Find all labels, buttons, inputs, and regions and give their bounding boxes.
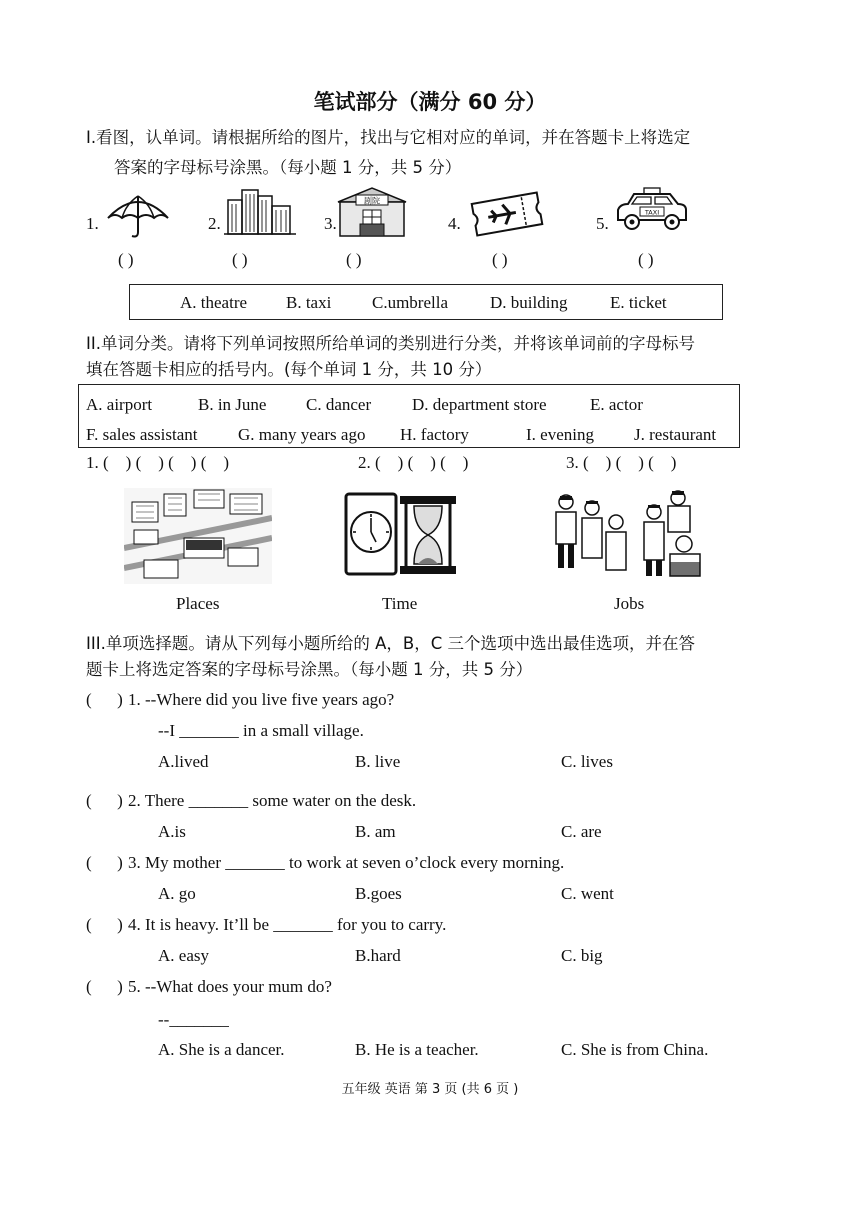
answer-blank[interactable]: ( ) (492, 250, 508, 269)
choice-c[interactable]: C. She is from China. (561, 1040, 709, 1059)
question-answer-paren[interactable]: ( ) (86, 915, 123, 934)
group-label-jobs: Jobs (614, 594, 645, 613)
page-footer: 五年级 英语 第 3 页 (共 6 页 ) (341, 1082, 519, 1097)
answer-blank[interactable]: ( ) (118, 250, 134, 269)
question-text-cont: --I _______ in a small village. (158, 721, 364, 740)
people-icon (548, 488, 712, 580)
word-item: A. airport (86, 395, 153, 414)
item-number: 5. (596, 214, 609, 233)
clock-icon (344, 492, 460, 576)
question-answer-paren[interactable]: ( ) (86, 853, 123, 872)
question-answer-paren[interactable]: ( ) (86, 791, 123, 810)
ticket-icon (468, 190, 546, 238)
group-blanks-places[interactable]: 1. ( ) ( ) ( ) ( ) (86, 453, 230, 472)
word-item: D. department store (412, 395, 547, 414)
word-item: I. evening (526, 425, 594, 444)
umbrella-icon (106, 192, 170, 240)
page-title: 笔试部分（满分 60 分） (313, 90, 547, 114)
item-number: 2. (208, 214, 221, 233)
choice-c[interactable]: C. lives (561, 752, 613, 771)
theatre-sign: 剧院 (364, 196, 380, 206)
section2-instruction-cont: 填在答题卡相应的括号内。(每个单词 1 分，共 10 分） (86, 360, 492, 379)
word-item: F. sales assistant (86, 425, 198, 444)
question-text: 2. There _______ some water on the desk. (128, 791, 417, 810)
choice-c[interactable]: C. big (561, 946, 603, 965)
choice-b[interactable]: B. am (355, 822, 396, 841)
option-label: D. building (490, 293, 568, 312)
word-item: H. factory (400, 425, 469, 444)
theatre-icon (334, 186, 410, 238)
question-text: 4. It is heavy. It’ll be _______ for you to carry. (128, 915, 447, 934)
option-label: A. theatre (180, 293, 248, 312)
item-number: 4. (448, 214, 461, 233)
choice-a[interactable]: A. She is a dancer. (158, 1040, 285, 1059)
item-number: 3. (324, 214, 337, 233)
option-label: E. ticket (610, 293, 667, 312)
question-text: 3. My mother _______ to work at seven o’clock every morning. (128, 853, 565, 872)
question-text-cont: --_______ (158, 1010, 229, 1029)
choice-b[interactable]: B.hard (355, 946, 401, 965)
answer-blank[interactable]: ( ) (638, 250, 654, 269)
choice-a[interactable]: A.is (158, 822, 186, 841)
word-item: G. many years ago (238, 425, 366, 444)
word-item: B. in June (198, 395, 267, 414)
word-item: J. restaurant (634, 425, 717, 444)
choice-a[interactable]: A.lived (158, 752, 209, 771)
section2-instruction: II.单词分类。请将下列单词按照所给单词的类别进行分类，并将该单词前的字母标号 (86, 334, 695, 353)
choice-c[interactable]: C. are (561, 822, 602, 841)
choice-c[interactable]: C. went (561, 884, 614, 903)
answer-blank[interactable]: ( ) (232, 250, 248, 269)
choice-b[interactable]: B. live (355, 752, 401, 771)
buildings-icon (224, 186, 296, 236)
taxi-icon (614, 186, 690, 234)
group-label-places: Places (176, 594, 220, 613)
choice-b[interactable]: B. He is a teacher. (355, 1040, 479, 1059)
word-item: C. dancer (306, 395, 372, 414)
choice-a[interactable]: A. easy (158, 946, 209, 965)
choice-a[interactable]: A. go (158, 884, 196, 903)
word-item: E. actor (590, 395, 643, 414)
question-text: 5. --What does your mum do? (128, 977, 332, 996)
section1-instruction-cont: 答案的字母标号涂黑。（每小题 1 分，共 5 分） (114, 158, 462, 177)
option-label: C.umbrella (372, 293, 449, 312)
question-text: 1. --Where did you live five years ago? (128, 690, 395, 709)
section1-instruction: I.看图，认单词。请根据所给的图片，找出与它相对应的单词，并在答题卡上将选定 (86, 128, 691, 147)
item-number: 1. (86, 214, 99, 233)
city-icon (124, 488, 272, 584)
group-blanks-jobs[interactable]: 3. ( ) ( ) ( ) (566, 453, 677, 472)
group-label-time: Time (382, 594, 418, 613)
option-label: B. taxi (286, 293, 332, 312)
choice-b[interactable]: B.goes (355, 884, 402, 903)
section3-instruction: III.单项选择题。请从下列每小题所给的 A，B，C 三个选项中选出最佳选项，并在答 (86, 634, 695, 653)
section3-instruction-cont: 题卡上将选定答案的字母标号涂黑。（每小题 1 分，共 5 分） (86, 660, 533, 679)
group-blanks-time[interactable]: 2. ( ) ( ) ( ) (358, 453, 469, 472)
question-answer-paren[interactable]: ( ) (86, 690, 123, 709)
taxi-sign: TAXI (644, 208, 660, 217)
answer-blank[interactable]: ( ) (346, 250, 362, 269)
question-answer-paren[interactable]: ( ) (86, 977, 123, 996)
